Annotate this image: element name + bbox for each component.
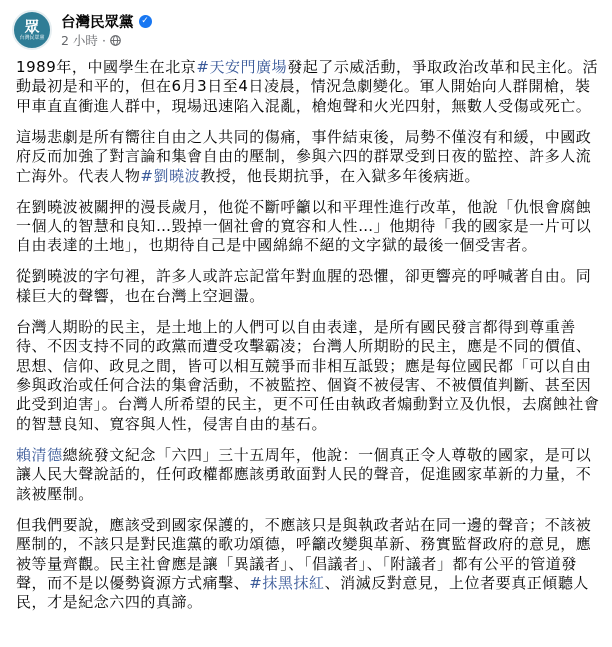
paragraph-1-text-a: 1989年，中國學生在北京 — [16, 58, 197, 76]
time-row — [61, 31, 152, 49]
paragraph-7-text-a: 但我們要說，應該受到國家保護的，不應該只是與執政者站在同一邊的聲音；不該被壓制的，不該只是對民進黨的歌功頌德，呼籲改變與革新、務實監督政府的意見，應被等量齊觀。民主社會應是讓「異議者」、「倡議者」、「附議者」都有公平的管道發聲，而不是以優勢資源方式痛擊、 — [16, 515, 592, 592]
hashtag-liu-xiaobo[interactable]: #劉曉波 — [140, 166, 201, 185]
paragraph-2-text-a: 這場悲劇是所有嚮往自由之人共同的傷痛，事件結束後，局勢不僅沒有和緩，中國政府反而加強了對言論和集會自由的壓制，參與六四的群眾受到日夜的監控、許多人流亡海外。代表人物 — [16, 127, 592, 185]
paragraph-1 — [16, 58, 604, 116]
paragraph-2-text-b: 教授，他長期抗爭，在入獄多年後病逝。 — [200, 166, 481, 185]
meta-separator: · — [101, 32, 106, 48]
paragraph-6-text-b: 總統發文紀念「六四」三十五周年，他說：一個真正令人尊敬的國家，是可以讓人民大聲說話的，任何政權都應該勇敢面對人民的聲音，促進國家革新的力量，不該被壓制。 — [16, 445, 592, 503]
paragraph-2 — [16, 128, 604, 186]
hashtag-tiananmen[interactable]: #天安門廣場 — [196, 58, 288, 76]
avatar-logo-glyph: 眾 — [24, 17, 40, 36]
paragraph-7-text-b: 、消滅反對意見，上位者要真正傾聽人民，才是紀念六四的真諦。 — [16, 573, 589, 612]
post-timestamp[interactable]: 2 小時 — [61, 33, 98, 48]
post-meta — [61, 11, 152, 49]
globe-icon[interactable] — [110, 35, 121, 46]
post-header — [12, 8, 152, 52]
page-name-link[interactable]: 台灣民眾黨 — [61, 14, 134, 31]
paragraph-1-text-b: 發起了示威活動，爭取政治改革和民主化。活動最初是和平的，但在6月3日至4日凌晨，情況急劇變化。軍人開始向人群開槍，裝甲車直直衝進人群中，現場迅速陷入混亂，槍炮聲和火光四射，無數人受傷或死亡。 — [16, 58, 599, 115]
verified-badge-icon: ✓ — [139, 15, 152, 28]
paragraph-3: 在劉曉波被關押的漫長歲月，他從不斷呼籲以和平理性進行改革，他說「仇恨會腐蝕一個人的智慧和良知…毀掉一個社會的寬容和人性…」他期待「我的國家是一片可以自由表達的土地」，也期待自己是中國綿綿不絕的文字獄的最後一個受害者。 — [16, 197, 592, 255]
paragraph-4: 從劉曉波的字句裡，許多人或許忘記當年對血腥的恐懼，卻更響亮的呼喊著自由。同樣巨大的聲響，也在台灣上空迴盪。 — [16, 267, 592, 305]
avatar-logo-text: 台灣民眾黨 — [19, 34, 45, 41]
paragraph-7 — [16, 516, 604, 613]
paragraph-5: 台灣人期盼的民主，是土地上的人們可以自由表達，是所有國民發言都得到尊重善待、不因支持不同的政黨而遭受攻擊霸凌；台灣人所期盼的民主，應是不同的價值、思想、信仰、政見之間，皆可以相互競爭而非相互詆毀；應是每位國民都「可以自由參與政治或任何合法的集會活動，不被監控、個資不被侵害、不被價值判斷、甚至因此受到迫害」。台灣人所希望的民主，更不可任由執政者煽動對立及仇恨，去腐蝕社會的智慧良知、寬容與人性，侵害自由的基石。 — [16, 317, 600, 433]
paragraph-6 — [16, 446, 604, 504]
mention-lai-ching-te[interactable]: 賴清德 — [16, 445, 63, 464]
post-body — [16, 58, 604, 624]
hashtag-smear[interactable]: #抹黑抹紅 — [249, 573, 325, 592]
name-row — [61, 11, 152, 31]
page-avatar[interactable] — [12, 10, 52, 50]
